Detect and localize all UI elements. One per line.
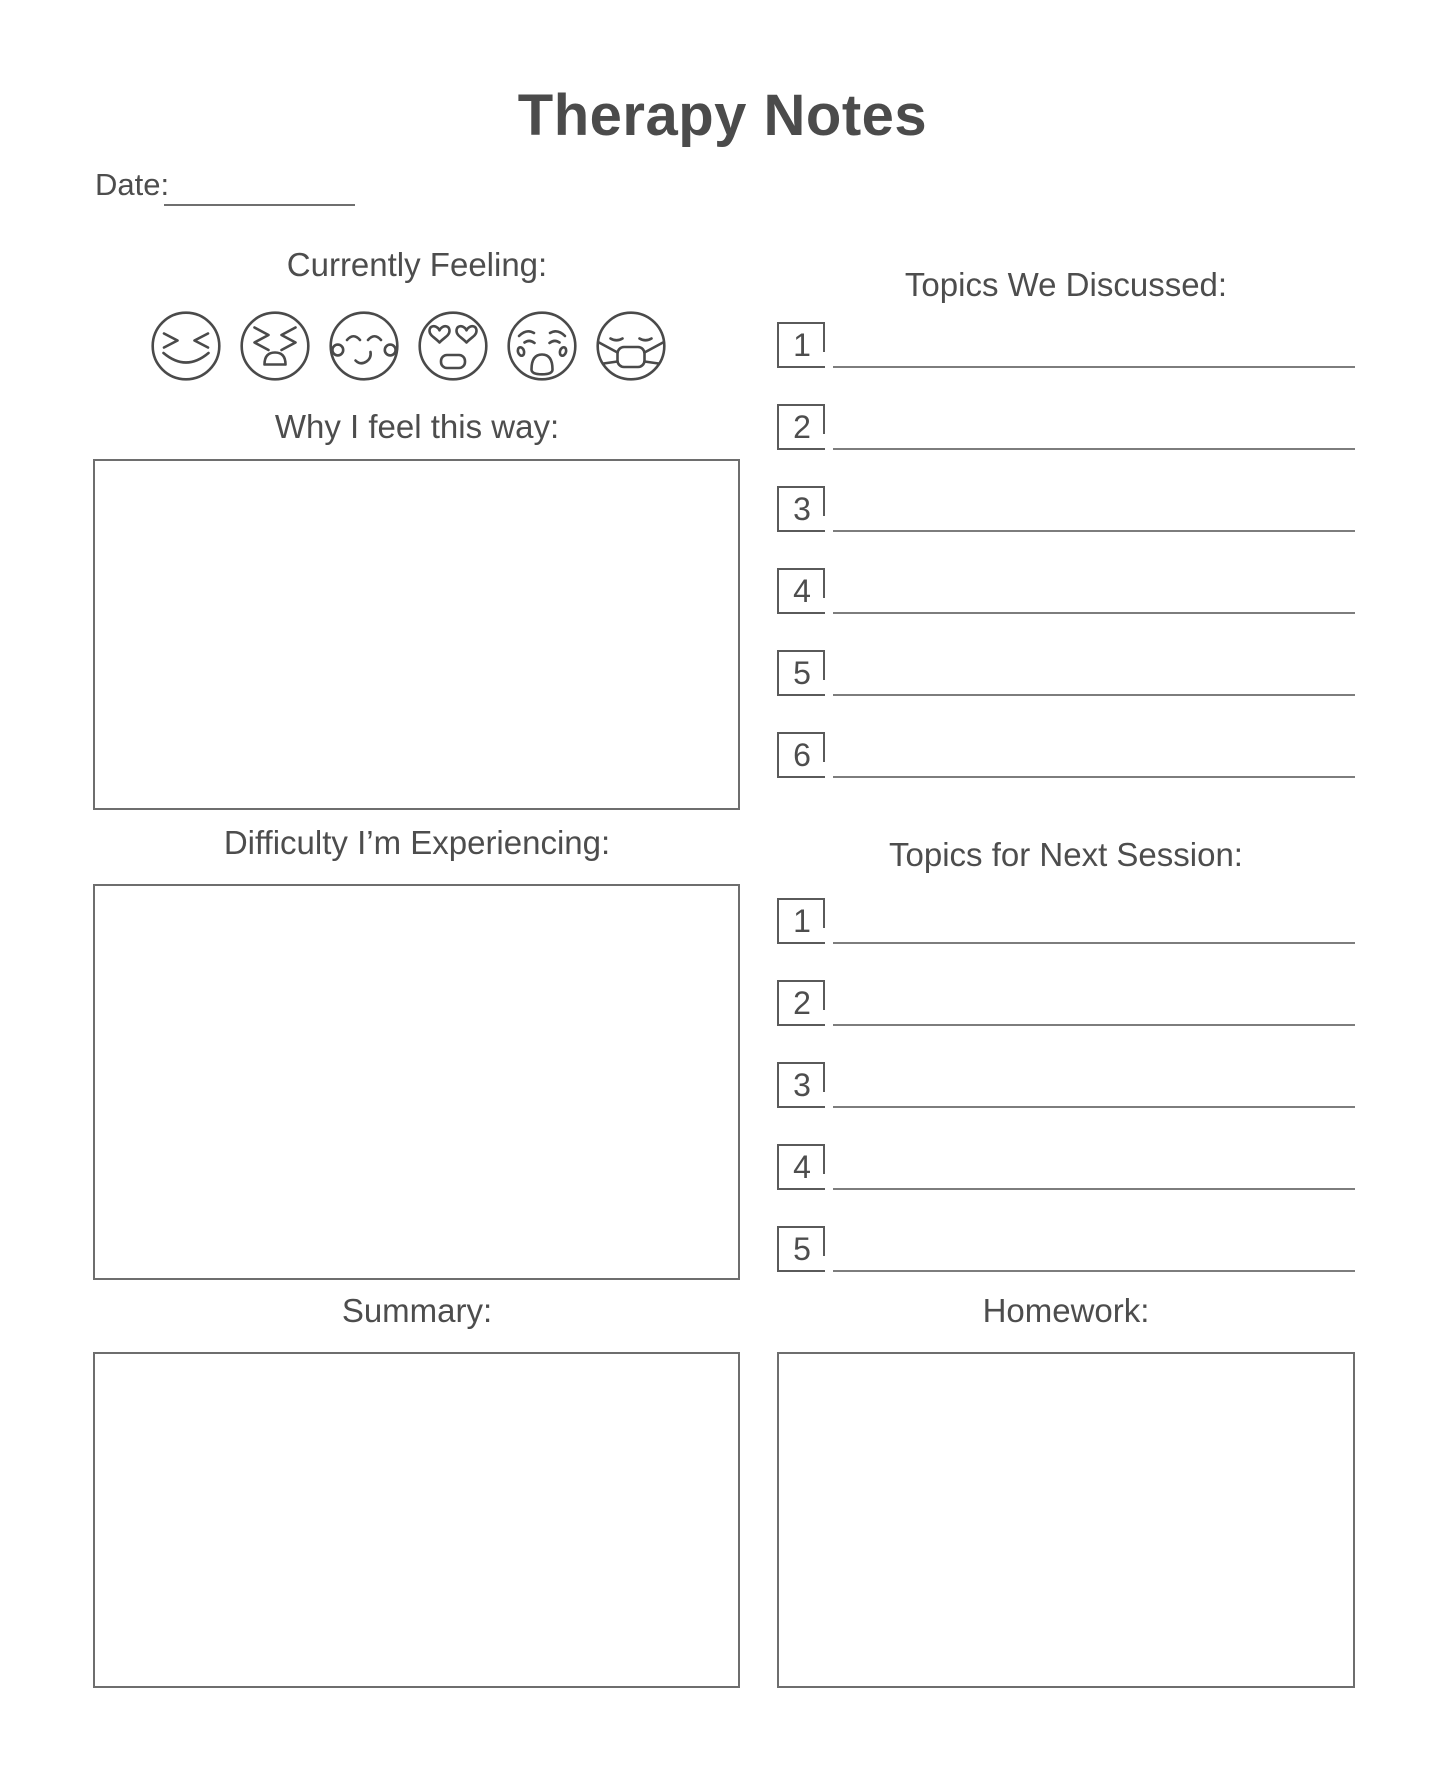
homework-textbox[interactable] — [777, 1352, 1355, 1688]
summary-textbox[interactable] — [93, 1352, 740, 1688]
topic-row — [777, 1062, 1355, 1108]
topic-number-box: 1 — [777, 322, 825, 368]
topic-row — [777, 568, 1355, 614]
topic-write-line[interactable] — [833, 1144, 1355, 1190]
topic-write-line[interactable] — [833, 568, 1355, 614]
heart-eyes-emoji-icon[interactable] — [416, 309, 490, 383]
topic-row — [777, 1226, 1355, 1272]
topic-row — [777, 486, 1355, 532]
topics-discussed-list — [777, 322, 1355, 814]
topic-write-line[interactable] — [833, 404, 1355, 450]
topic-write-line[interactable] — [833, 980, 1355, 1026]
topic-row — [777, 732, 1355, 778]
topic-number-box: 2 — [777, 980, 825, 1026]
topic-number-box: 4 — [777, 1144, 825, 1190]
topics-next-list — [777, 898, 1355, 1308]
topics-discussed-heading: Topics We Discussed: — [904, 266, 1228, 303]
topic-write-line[interactable] — [833, 732, 1355, 778]
topic-row — [777, 980, 1355, 1026]
topic-write-line[interactable] — [833, 1062, 1355, 1108]
why-heading: Why I feel this way: — [274, 408, 560, 445]
topic-row — [777, 404, 1355, 450]
summary-heading: Summary: — [341, 1292, 493, 1329]
homework-heading: Homework: — [982, 1292, 1150, 1329]
topic-number-box: 3 — [777, 486, 825, 532]
confounded-emoji-icon[interactable] — [238, 309, 312, 383]
difficulty-textbox[interactable] — [93, 884, 740, 1280]
topic-write-line[interactable] — [833, 898, 1355, 944]
why-textbox[interactable] — [93, 459, 740, 810]
topic-write-line[interactable] — [833, 486, 1355, 532]
topic-write-line[interactable] — [833, 322, 1355, 368]
topic-number-box: 1 — [777, 898, 825, 944]
topic-row — [777, 322, 1355, 368]
topic-number-box: 5 — [777, 650, 825, 696]
topic-number-box: 6 — [777, 732, 825, 778]
topic-row — [777, 898, 1355, 944]
topic-row — [777, 650, 1355, 696]
medical-mask-emoji-icon[interactable] — [594, 309, 668, 383]
grinning-squint-emoji-icon[interactable] — [149, 309, 223, 383]
content-blush-emoji-icon[interactable] — [327, 309, 401, 383]
page-title: Therapy Notes — [517, 83, 928, 148]
topics-next-heading: Topics for Next Session: — [889, 836, 1243, 873]
difficulty-heading: Difficulty I’m Experiencing: — [223, 824, 611, 861]
loudly-crying-emoji-icon[interactable] — [505, 309, 579, 383]
topic-number-box: 4 — [777, 568, 825, 614]
topic-number-box: 3 — [777, 1062, 825, 1108]
topic-row — [777, 1144, 1355, 1190]
topic-number-box: 2 — [777, 404, 825, 450]
topic-number-box: 5 — [777, 1226, 825, 1272]
feeling-emoji-row — [93, 309, 723, 383]
topic-write-line[interactable] — [833, 650, 1355, 696]
date-write-line[interactable] — [164, 204, 355, 206]
date-label: Date: — [95, 167, 170, 202]
feeling-heading: Currently Feeling: — [286, 246, 548, 283]
topic-write-line[interactable] — [833, 1226, 1355, 1272]
